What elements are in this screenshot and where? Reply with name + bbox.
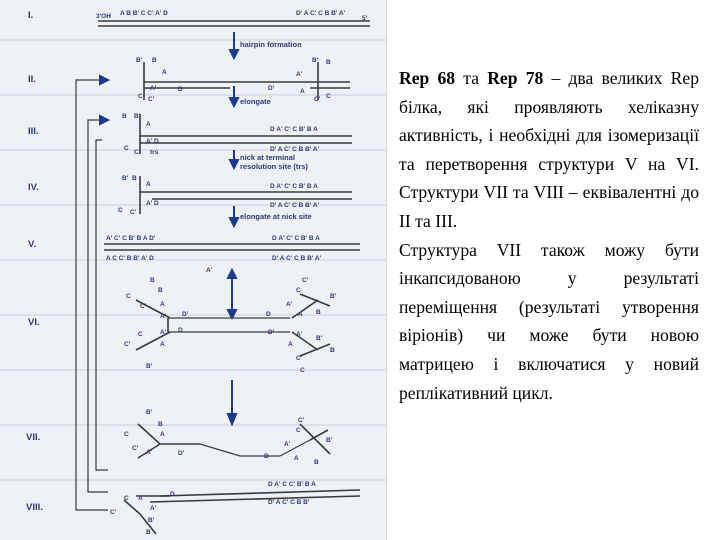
svg-text:A: A — [294, 455, 299, 462]
svg-text:D': D' — [268, 85, 275, 92]
svg-text:A': A' — [284, 441, 291, 448]
svg-text:C': C' — [148, 96, 155, 103]
svg-text:D': D' — [178, 450, 185, 457]
svg-text:A': A' — [286, 301, 293, 308]
oh3-label: 3'OH — [96, 13, 111, 20]
stage-8-dna — [110, 481, 360, 536]
stage-label-6: VI. — [28, 317, 40, 328]
svg-text:B': B' — [122, 175, 129, 182]
svg-text:B: B — [330, 347, 335, 354]
svg-text:A: A — [138, 495, 143, 502]
svg-text:B': B' — [330, 293, 337, 300]
svg-text:A: A — [160, 431, 165, 438]
svg-text:B: B — [314, 459, 319, 466]
paragraph-1 — [399, 64, 699, 236]
svg-text:A': A' — [150, 505, 157, 512]
svg-text:C: C — [138, 331, 143, 338]
svg-text:B': B' — [146, 409, 153, 416]
svg-text:B': B' — [146, 363, 153, 370]
svg-text:B': B' — [312, 57, 319, 64]
five-prime-label: 5' — [362, 15, 368, 22]
step-elongate-2: elongate at nick site — [240, 212, 312, 221]
svg-text:C: C — [124, 495, 129, 502]
svg-text:C: C — [124, 431, 129, 438]
text-panel — [386, 0, 720, 540]
stage-label-4: IV. — [28, 182, 39, 193]
svg-text:C': C' — [132, 445, 139, 452]
svg-text:A: A — [146, 181, 151, 188]
svg-text:C: C — [138, 93, 143, 100]
stage-8-bottom-sequence: D' A C' C B B' — [268, 499, 310, 506]
svg-text:A: A — [162, 69, 167, 76]
svg-text:D': D' — [268, 329, 275, 336]
svg-text:C: C — [300, 367, 305, 374]
stage-5-dna — [104, 235, 360, 262]
step-nick: nick at terminal — [240, 153, 296, 162]
svg-text:A: A — [298, 311, 303, 318]
svg-text:B': B' — [136, 57, 143, 64]
svg-text:D: D — [170, 491, 175, 498]
svg-text:C: C — [326, 93, 331, 100]
stage-5-left-bottom: A C C' B B' A' D — [106, 255, 154, 262]
stage-4-bottom-sequence: D' A C' C B B' A' — [270, 202, 320, 209]
stage-4-top-sequence: D A' C' C B' B A — [270, 183, 318, 190]
svg-text:C': C' — [296, 355, 303, 362]
svg-text:C': C' — [134, 149, 141, 156]
svg-text:C: C — [296, 427, 301, 434]
svg-text:A': A' — [296, 71, 303, 78]
svg-text:B': B' — [326, 437, 333, 444]
svg-text:B: B — [326, 59, 331, 66]
stage-8-top-sequence: D A' C C' B' B A — [268, 481, 316, 488]
stage-label-8: VIII. — [26, 502, 43, 513]
stage-3-top-sequence: D A' C' C B' B A — [270, 126, 318, 133]
svg-text:D: D — [264, 453, 269, 460]
stage-3-bottom-sequence: D' A C' C B B' A' — [270, 146, 320, 153]
svg-text:A: A — [146, 121, 151, 128]
description-text — [399, 64, 699, 407]
svg-text:B: B — [152, 57, 157, 64]
conjunction: та — [455, 68, 488, 88]
stage-5-right-bottom: D' A C' C B B' A' — [272, 255, 322, 262]
svg-text:C: C — [296, 287, 301, 294]
paragraph-1-rest: – два великих Rep білка, які проявляють хеліказну активність, і необхідні для ізомеризації та перетворення структури V на VI. Структури VII та VIII – еквівалентні до II та III. — [399, 68, 700, 231]
svg-text:C': C' — [298, 417, 305, 424]
stage-label-7: VII. — [26, 432, 41, 443]
rep68-term: Rep 68 — [399, 68, 456, 88]
svg-text:D': D' — [182, 311, 189, 318]
svg-text:B: B — [150, 277, 155, 284]
svg-text:B': B' — [316, 335, 323, 342]
svg-text:A': A' — [296, 331, 303, 338]
svg-text:B': B' — [134, 113, 141, 120]
svg-text:A': A' — [146, 449, 153, 456]
svg-text:B: B — [122, 113, 127, 120]
top-right-sequence: D' A C' C B B' A' — [296, 10, 346, 17]
stage-label-3: III. — [28, 126, 39, 137]
svg-text:A: A — [300, 88, 305, 95]
stage-label-2: II. — [28, 74, 36, 85]
svg-text:D: D — [178, 86, 183, 93]
svg-text:D: D — [178, 327, 183, 334]
step-elongate-1: elongate — [240, 97, 271, 106]
svg-text:A' D: A' D — [146, 200, 159, 207]
svg-text:C: C — [126, 293, 131, 300]
stage-label-1: I. — [28, 10, 34, 21]
stage-5-right-top: D A' C' C B' B A — [272, 235, 320, 242]
svg-text:B: B — [158, 287, 163, 294]
step-nick-2: resolution site (trs) — [240, 162, 308, 171]
svg-text:B: B — [158, 421, 163, 428]
svg-text:C: C — [124, 145, 129, 152]
trs-label: trs — [150, 149, 159, 156]
feedback-lines — [76, 76, 108, 510]
svg-text:D: D — [266, 311, 271, 318]
svg-text:C': C' — [314, 96, 321, 103]
stage-label-5: V. — [28, 239, 37, 250]
svg-text:B: B — [132, 175, 137, 182]
svg-text:C: C — [118, 207, 123, 214]
svg-text:A': A' — [160, 329, 167, 336]
background-lines — [0, 40, 386, 480]
svg-text:C': C' — [302, 277, 309, 284]
stage-6-dna — [124, 277, 337, 374]
svg-text:A: A — [288, 341, 293, 348]
step-hairpin: hairpin formation — [240, 40, 302, 49]
svg-text:B: B — [316, 309, 321, 316]
svg-text:A': A' — [150, 85, 157, 92]
svg-text:C': C' — [124, 341, 131, 348]
svg-text:A: A — [160, 301, 165, 308]
svg-text:A': A' — [206, 267, 213, 274]
svg-text:A': A' — [160, 313, 167, 320]
svg-text:C': C' — [130, 209, 137, 216]
svg-text:A' D: A' D — [146, 138, 159, 145]
svg-text:C': C' — [140, 303, 147, 310]
top-left-sequence: A B B' C C' A' D — [120, 10, 168, 17]
svg-text:A: A — [160, 341, 165, 348]
svg-text:B: B — [146, 529, 151, 536]
stage-1-dna — [96, 10, 370, 26]
stage-5-left-top: A' C' C B' B A D' — [106, 235, 156, 242]
rep78-term: Rep 78 — [487, 68, 544, 88]
paragraph-2: Структура VII також можу бути інкапсидованою у результаті переміщення (результаті утворення віріонів) чи може бути новою матрицею і включатися у новий реплікативний цикл. — [399, 239, 699, 403]
svg-text:C': C' — [110, 509, 117, 516]
svg-text:B': B' — [148, 517, 155, 524]
